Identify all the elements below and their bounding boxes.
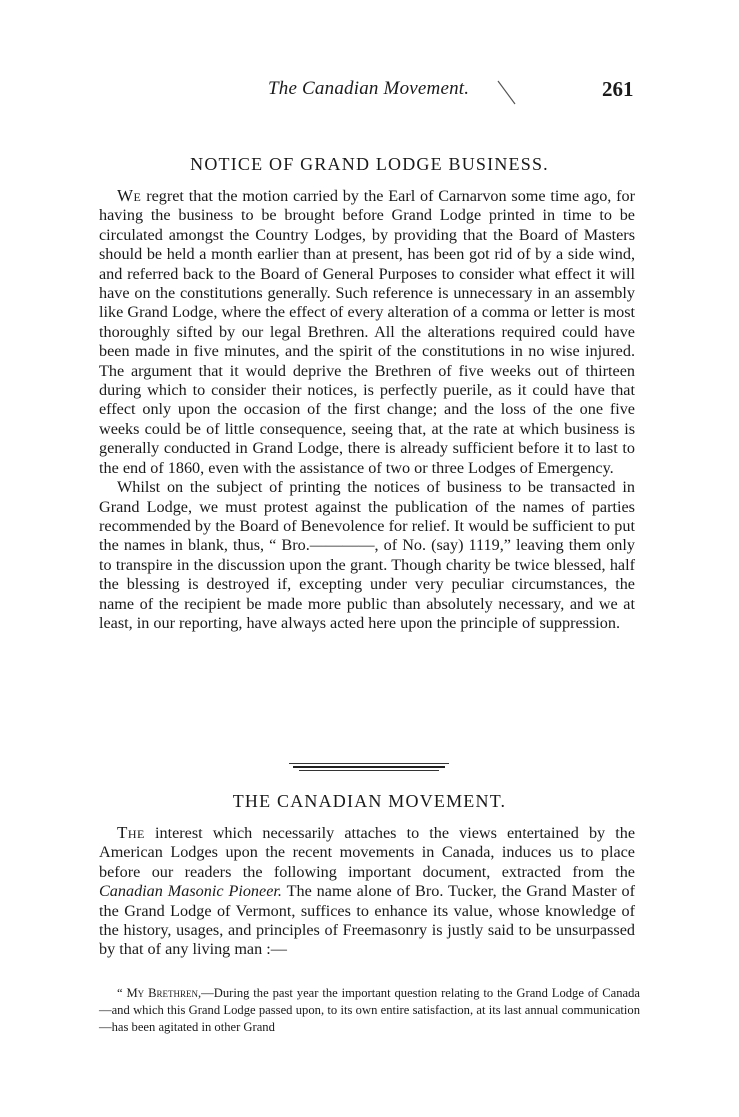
running-title: The Canadian Movement. (268, 78, 470, 99)
pen-stroke-mark (497, 80, 517, 106)
paragraph (99, 186, 635, 478)
section-heading-notice: NOTICE OF GRAND LODGE BUSINESS. (190, 154, 549, 174)
paragraph (99, 823, 635, 960)
paragraph: Whilst on the subject of printing the notices of business to be transacted in Grand Lodge, we must protest against the publication of the names of parties recommended by the Board of Benevolence for relief. It would be sufficient to put the names in blank, thus, “ Bro.————, of No. (say) 1119,” leaving them only to transpire in the discussion upon the grant. Though charity be twice blessed, half the blessing is destroyed if, excepting under very peculiar circumstances, the name of the recipient be made more public than absolutely necessary, and we at least, in our reporting, have always acted here upon the principle of suppression. (99, 478, 635, 632)
quote-text: —During the past year the important question relating to the Grand Lodge of Canada—and which this Grand Lodge passed upon, to its own entire satisfaction, at its last annual communication—has been agitated in other Grand (99, 986, 640, 1034)
section-body-notice (99, 186, 635, 633)
section-heading-canadian: THE CANADIAN MOVEMENT. (232, 791, 507, 811)
quote-paragraph (99, 985, 640, 1036)
first-word: The (117, 823, 145, 842)
running-head (0, 78, 739, 108)
paragraph-text: regret that the motion carried by the Earl of Carnarvon some time ago, for having the business to be brought before Grand Lodge printed in time to be circulated amongst the Country Lodges, by providing that the Board of Masters should be held a month earlier than at present, has been got rid of by a side wind, and referred back to the Board of General Purposes to consider what effect it will have on the constitutions generally. Such reference is unnecessary in an assembly like Grand Lodge, where the effect of every alteration of a comma or letter is most thoroughly sifted by our legal Brethren. All the alterations required could have been made in five minutes, and the spirit of the constitutions in no wise injured. The argument that it would deprive the Brethren of five weeks out of thirteen during which to consider their notices, is perfectly puerile, as it could have that effect only upon the occasion of the first change; and the loss of the one five weeks could be of little consequence, seeing that, at the rate at which business is generally conducted in Grand Lodge, there is already sufficient before it to last to the end of 1860, even with the assistance of two or three Lodges of Emergency. (99, 187, 635, 477)
quoted-letter (99, 985, 640, 1036)
source-title: Canadian Masonic Pioneer. (99, 882, 282, 901)
section-body-canadian (99, 823, 635, 960)
first-word: We (117, 186, 142, 205)
salutation: “ My Brethren, (117, 986, 202, 1000)
paragraph-text: interest which necessarily attaches to the views entertained by the American Lodges upon the recent movements in Canada, induces us to place before our readers the following important document, extracted from the (99, 824, 636, 881)
page-number: 261 (602, 77, 634, 101)
paragraph-text: The name alone of Bro. Tucker, the Grand Master of the Grand Lodge of Vermont, suffices to enhance its value, whose knowledge of the history, usages, and principles of Freemasonry is justly said to be unsurpassed by that of any living man :— (99, 882, 636, 959)
section-divider (289, 763, 449, 771)
